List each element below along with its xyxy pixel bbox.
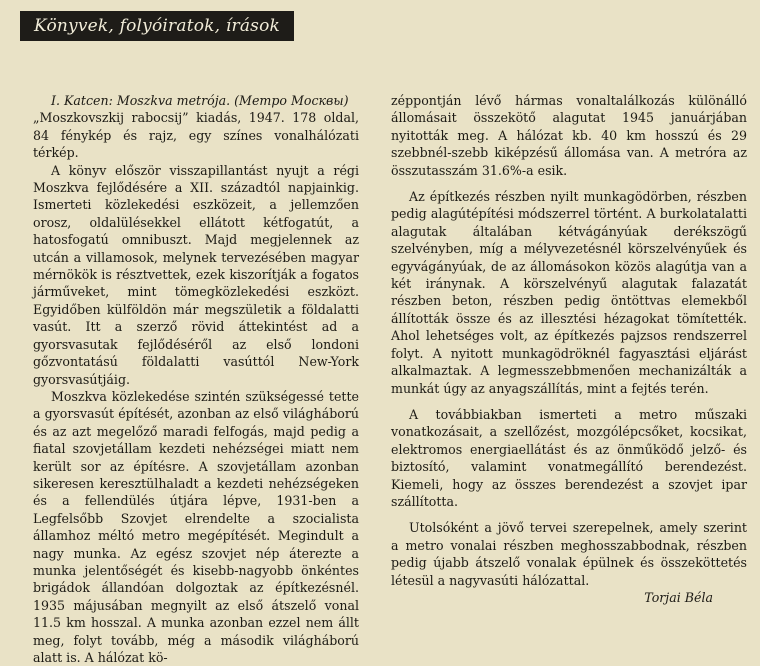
section-title: Könyvek, folyóiratok, írások [34, 16, 281, 36]
left-column [33, 92, 359, 666]
paragraph: Az építkezés részben nyilt munkagödörben, részben pedig alagútépítési módszerrel történt. A burkolatalatti alagutak általában kétvágányúak derékszögű szelvényben, míg a mélyvezetésnél körszelvényűek és egyvágányúak, de az állomásokon közös alagútja van a két iránynak. A körszelvényű alagutak falazatát részben beton, részben pedig öntöttvas elemekből állították össze és az illesztési hézagokat tömítették. Ahol lehetséges volt, az építkezés pajzsos rendszerrel folyt. A nyitott munkagödröknél fagyasztási eljárást alkalmaztak. A legmesszebbmenően mechanizálták a munkát úgy az anyagszállítás, mint a fejtés terén. [391, 189, 747, 396]
publication-info: „Moszkovszkij rabocsij” kiadás, 1947. 178 oldal, 84 fénykép és rajz, egy színes vonalhálózati térkép. [33, 110, 359, 161]
right-column [391, 92, 747, 606]
paragraph: A könyv először visszapillantást nyujt a régi Moszkva fejlődésére a XII. századtól napjainkig. Ismerteti közlekedési eszközeit, a jellemzően orosz, oldalülésekkel ellátott kétfogatút, a hatosfogatú omnibuszt. Majd megjelennek az utcán a villamosok, melynek tervezésében magyar mérnökök is résztvettek, ezek kiszorítják a fogatos járműveket, mint tömegközlekedési eszközt. Egyidőben külföldön már megszületik a földalatti vasút. Itt a szerző rövid áttekintést ad a gyorsvasutak fejlődéséről az első londoni gőzvontatású földalatti vasúttól New-York gyorsvasútjáig. [33, 162, 359, 387]
section-header [20, 11, 294, 41]
paragraph: Utolsóként a jövő tervei szerepelnek, amely szerint a metro vonalai részben meghosszabbodnak, részben pedig újabb átszelő vonalak épülnek és összeköttetés létesül a nagyvasúti hálózattal. [391, 520, 747, 588]
paragraph: A továbbiakban ismerteti a metro műszaki vonatkozásait, a szellőzést, mozgólépcsőket, kocsikat, elektromos energiaellátást és az önműködő jelző- és biztosító, valamint vonatmegállító berendezést. Kiemeli, hogy az összes berendezést a szovjet ipar szállította. [391, 406, 747, 509]
paragraph: zéppontján lévő hármas vonaltalálkozás különálló állomásait összekötő alagutat 1945 januárjában nyitották meg. A hálózat kb. 40 km hosszú és 29 szebbnél-szebb kiképzésű állomása van. A metróra az összutasszám 31.6%-a esik. [391, 93, 747, 178]
author-signature: Torjai Béla [644, 589, 713, 605]
paragraph: Moszkva közlekedése szintén szükségessé tette a gyorsvasút építését, azonban az első világháború és az azt megelőző maradi felfogás, majd pedig a fiatal szovjetállam kezdeti nehézségei miatt nem került sor az építésre. A szovjetállam azonban sikeresen keresztülhaladt a kezdeti nehézségeken és a fellendülés útjára lépve, 1931-ben a Legfelsőbb Szovjet elrendelte a szocialista államhoz méltó metro megépítését. Megindult a nagy munka. Az egész szovjet nép áterezte a munka jelentőségét és kisebb-nagyobb önkéntes brigádok állandóan dolgoztak az építkezésnél. 1935 májusában megnyilt az első átszelő vonal 11.5 km hosszal. A munka azonban ezzel nem állt meg, folyt tovább, még a második világháború alatt is. A hálózat kö- [33, 388, 359, 665]
book-heading: I. Katcen: Moszkva metrója. (Метро Москвы) [51, 93, 349, 108]
